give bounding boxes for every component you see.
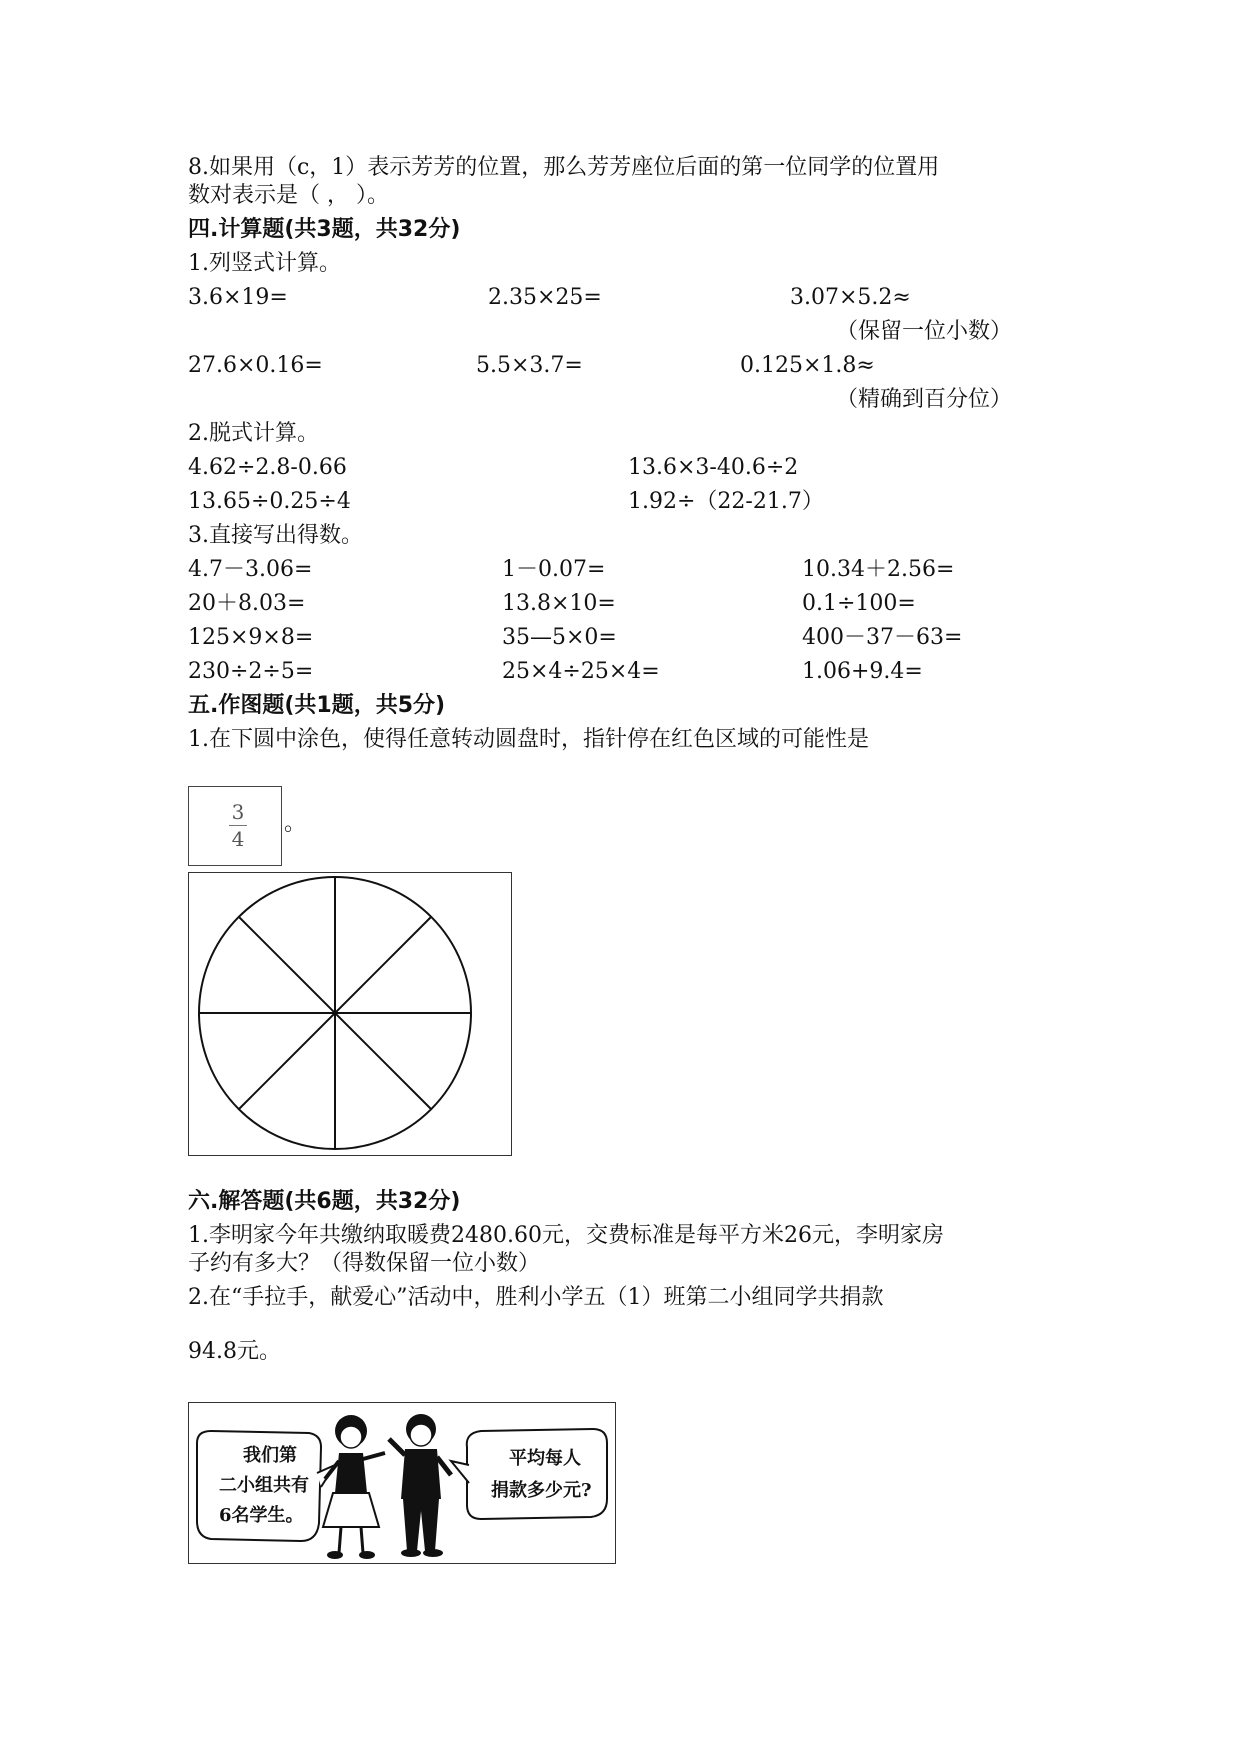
calc-note: （精确到百分位） [836,387,1013,412]
s5-q1-text: 1.在下圆中涂色，使得任意转动圆盘时，指针停在红色区域的可能性是 [188,727,869,752]
calc-item: 1.92÷（22-21.7） [628,489,824,514]
calc-item: 0.125×1.8≈ [740,353,875,378]
fraction-three-quarters [229,801,247,850]
s4-p1-title: 1.列竖式计算。 [188,251,341,276]
s6-q2-line-1: 2.在“手拉手，献爱心”活动中，胜利小学五（1）班第二小组同学共捐款 [188,1285,884,1310]
calc-item: 4.62÷2.8-0.66 [188,455,347,480]
boy-figure [389,1414,451,1557]
q8-line-2: 数对表示是（ ， ）。 [188,183,389,208]
calc-item: 230÷2÷5= [188,659,314,684]
section5-title: 五.作图题(共1题，共5分) [188,693,446,718]
fraction-numerator: 3 [231,800,245,824]
s6-q2-line-2: 94.8元。 [188,1339,281,1364]
section4-title: 四.计算题(共3题，共32分) [188,217,461,242]
calc-item: 1－0.07= [502,557,606,582]
bubble-right-text: 平均每人 捐款多少元? [491,1448,592,1501]
calc-item: 5.5×3.7= [476,353,583,378]
calc-item: 13.8×10= [502,591,616,616]
calc-item: 25×4÷25×4= [502,659,660,684]
s6-q1-line-2: 子约有多大？（得数保留一位小数） [188,1251,541,1276]
q8-line-1: 8.如果用（c，1）表示芳芳的位置，那么芳芳座位后面的第一位同学的位置用 [188,155,940,180]
calc-item: 20＋8.03= [188,591,306,616]
calc-item: 13.6×3-40.6÷2 [628,455,799,480]
calc-item: 125×9×8= [188,625,314,650]
calc-item: 10.34＋2.56= [802,557,955,582]
spinner-figure [188,872,512,1156]
s4-p3-title: 3.直接写出得数。 [188,523,363,548]
fraction-denominator: 4 [231,827,245,851]
bubble-left-text: 我们第 二小组共有 6名学生。 [219,1445,309,1526]
spinner-wheel[interactable] [189,873,511,1155]
calc-item: 27.6×0.16= [188,353,323,378]
calc-item: 1.06+9.4= [802,659,923,684]
calc-item: 13.65÷0.25÷4 [188,489,351,514]
s4-p2-title: 2.脱式计算。 [188,421,319,446]
fraction-period: 。 [284,811,307,836]
calc-note: （保留一位小数） [836,319,1013,344]
calc-item: 3.6×19= [188,285,288,310]
fraction-box [188,786,282,866]
donation-illustration [188,1402,616,1564]
calc-item: 400－37－63= [802,625,963,650]
fraction-bar [229,825,247,826]
s6-q1-line-1: 1.李明家今年共缴纳取暖费2480.60元，交费标准是每平方米26元，李明家房 [188,1223,944,1248]
calc-item: 35—5×0= [502,625,617,650]
calc-item: 4.7－3.06= [188,557,313,582]
calc-item: 0.1÷100= [802,591,916,616]
section6-title: 六.解答题(共6题，共32分) [188,1189,461,1214]
girl-figure [323,1415,385,1559]
calc-item: 3.07×5.2≈ [790,285,911,310]
calc-item: 2.35×25= [488,285,602,310]
